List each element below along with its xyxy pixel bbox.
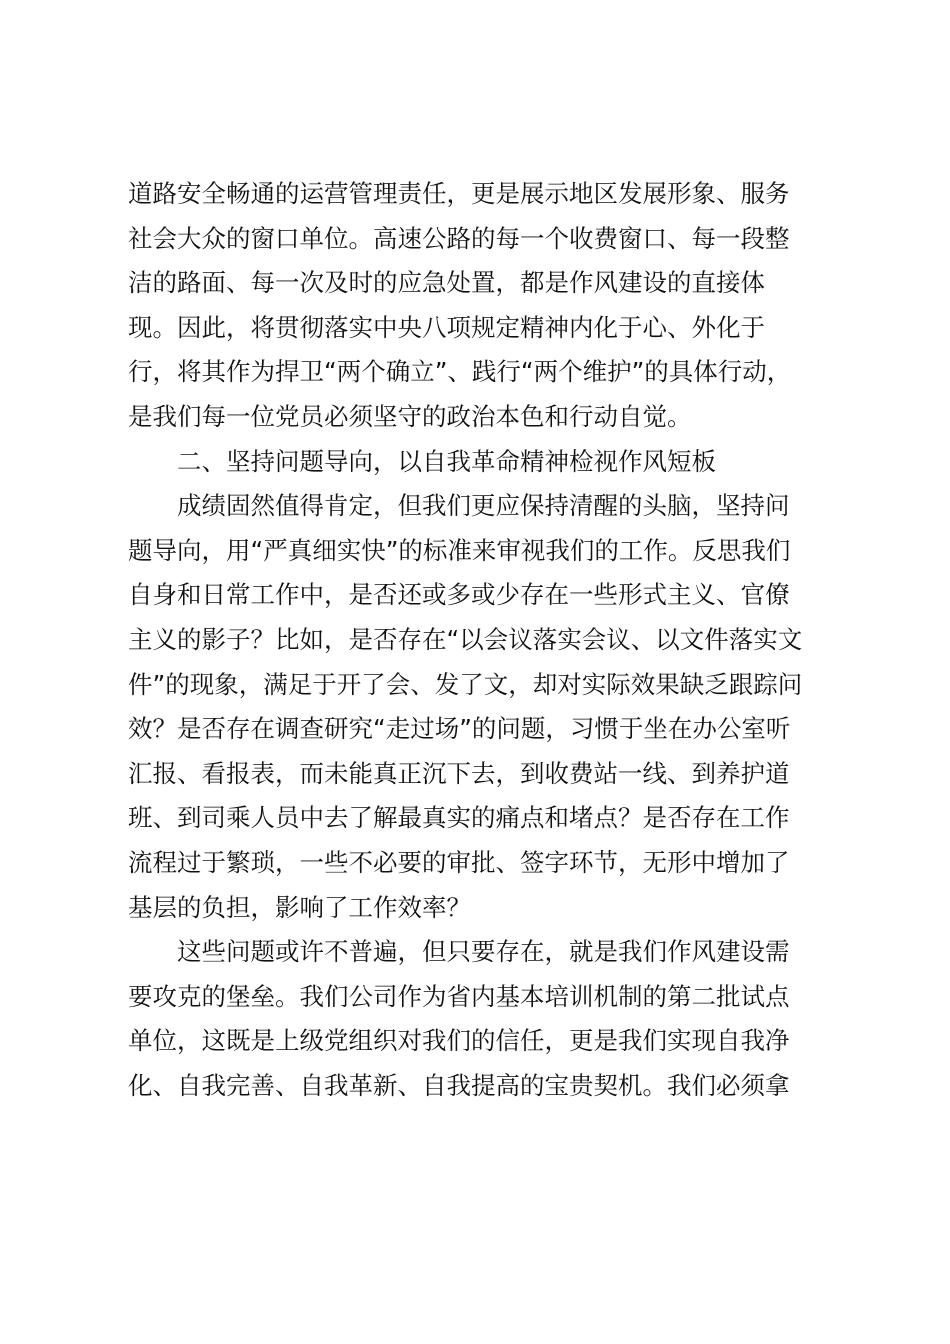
text-line: 化、自我完善、自我革新、自我提高的宝贵契机。我们必须拿 bbox=[128, 1070, 790, 1100]
text-line: 洁的路面、每一次及时的应急处置，都是作风建设的直接体 bbox=[128, 268, 765, 298]
paragraph-pilot bbox=[128, 930, 828, 1108]
text-line: 基层的负担，影响了工作效率？ bbox=[128, 892, 471, 922]
text-line: 件”的现象，满足于开了会、发了文，却对实际效果缺乏跟踪问 bbox=[128, 669, 803, 699]
text-line: 要攻克的堡垒。我们公司作为省内基本培训机制的第二批试点 bbox=[128, 981, 790, 1011]
section-heading-text: 二、坚持问题导向，以自我革命精神检视作风短板 bbox=[177, 446, 716, 476]
text-line: 班、到司乘人员中去了解最真实的痛点和堵点？是否存在工作 bbox=[128, 803, 790, 833]
text-line: 道路安全畅通的运营管理责任，更是展示地区发展形象、服务 bbox=[128, 179, 790, 208]
text-line: 这些问题或许不普遍，但只要存在，就是我们作风建设需 bbox=[177, 937, 790, 967]
text-line: 单位，这既是上级党组织对我们的信任，更是我们实现自我净 bbox=[128, 1026, 790, 1056]
paragraph-continuation bbox=[128, 172, 828, 440]
text-line: 社会大众的窗口单位。高速公路的每一个收费窗口、每一段整 bbox=[128, 223, 790, 253]
section-heading bbox=[128, 440, 828, 485]
text-line: 效？是否存在调查研究“走过场”的问题，习惯于坐在办公室听 bbox=[128, 714, 791, 744]
text-line: 主义的影子？比如，是否存在“以会议落实会议、以文件落实文 bbox=[128, 624, 803, 654]
text-line: 现。因此，将贯彻落实中央八项规定精神内化于心、外化于 bbox=[128, 312, 765, 342]
text-line: 行，将其作为捍卫“两个确立”、践行“两个维护”的具体行动， bbox=[128, 357, 792, 387]
text-line: 题导向，用“严真细实快”的标准来审视我们的工作。反思我们 bbox=[128, 535, 791, 565]
text-line: 汇报、看报表，而未能真正沉下去，到收费站一线、到养护道 bbox=[128, 758, 790, 788]
document-body bbox=[128, 172, 828, 1108]
text-line: 是我们每一位党员必须坚守的政治本色和行动自觉。 bbox=[128, 401, 692, 431]
paragraph-problems bbox=[128, 484, 828, 930]
text-line: 流程过于繁琐，一些不必要的审批、签字环节，无形中增加了 bbox=[128, 847, 790, 877]
text-line: 自身和日常工作中，是否还或多或少存在一些形式主义、官僚 bbox=[128, 580, 790, 610]
text-line: 成绩固然值得肯定，但我们更应保持清醒的头脑，坚持问 bbox=[177, 491, 790, 521]
